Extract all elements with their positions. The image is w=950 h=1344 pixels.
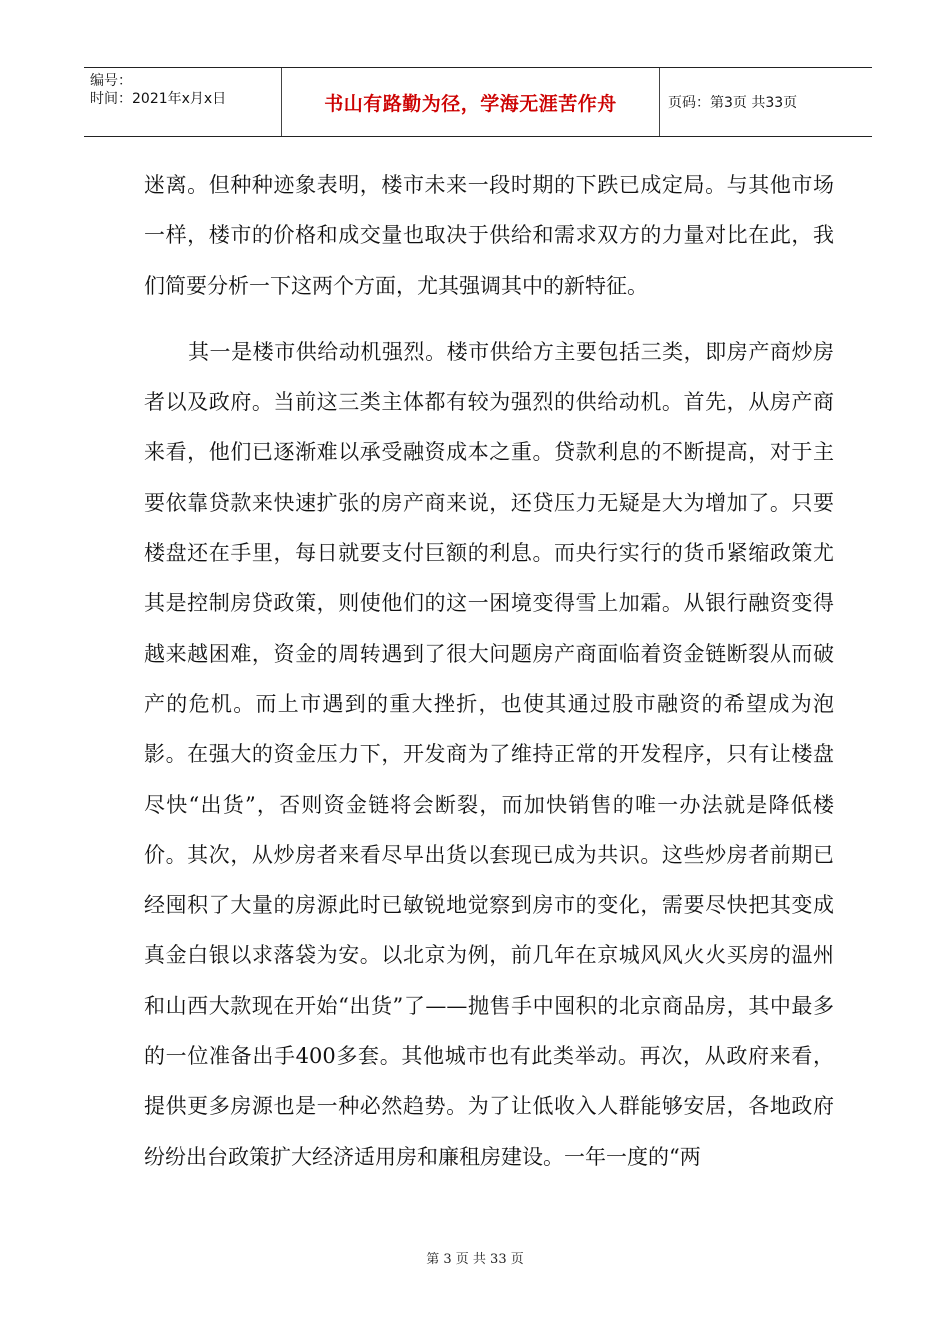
header-page-cell [660, 68, 872, 136]
document-header [84, 67, 872, 137]
header-motto-cell [282, 68, 660, 136]
time-label: 时间：2021年x月x日 [90, 91, 227, 107]
serial-label: 编号： [90, 73, 132, 89]
page-info: 页码：第3页 共33页 [668, 95, 798, 111]
paragraph-1: 迷离。但种种迹象表明，楼市未来一段时期的下跌已成定局。与其他市场一样，楼市的价格和成交量也取决于供给和需求双方的力量对比在此，我们简要分析一下这两个方面，尤其强调其中的新特征。 [144, 173, 834, 298]
header-meta-cell [84, 68, 282, 136]
paragraph-spacer [144, 311, 834, 327]
motto-text: 书山有路勤为径，学海无涯苦作舟 [324, 92, 617, 115]
paragraph-2: 其一是楼市供给动机强烈。楼市供给方主要包括三类，即房产商炒房者以及政府。当前这三类主体都有较为强烈的供给动机。首先，从房产商来看，他们已逐渐难以承受融资成本之重。贷款利息的不断提高，对于主要依靠贷款来快速扩张的房产商来说，还贷压力无疑是大为增加了。只要楼盘还在手里，每日就要支付巨额的利息。而央行实行的货币紧缩政策尤其是控制房贷政策，则使他们的这一困境变得雪上加霜。从银行融资变得越来越困难，资金的周转遇到了很大问题房产商面临着资金链断裂从而破产的危机。而上市遇到的重大挫折，也使其通过股市融资的希望成为泡影。在强大的资金压力下，开发商为了维持正常的开发程序，只有让楼盘尽快“出货”，否则资金链将会断裂，而加快销售的唯一办法就是降低楼价。其次，从炒房者来看尽早出货以套现已成为共识。这些炒房者前期已经囤积了大量的房源此时已敏锐地觉察到房市的变化，需要尽快把其变成真金白银以求落袋为安。以北京为例，前几年在京城风风火火买房的温州和山西大款现在开始“出货”了——抛售手中囤积的北京商品房，其中最多的一位准备出手400多套。其他城市也有此类举动。再次，从政府来看，提供更多房源也是一种必然趋势。为了让低收入人群能够安居，各地政府纷纷出台政策扩大经济适用房和廉租房建设。一年一度的“两 [144, 339, 834, 1169]
page-footer: 第 3 页 共 33 页 [426, 1252, 524, 1267]
document-body [144, 160, 834, 1182]
